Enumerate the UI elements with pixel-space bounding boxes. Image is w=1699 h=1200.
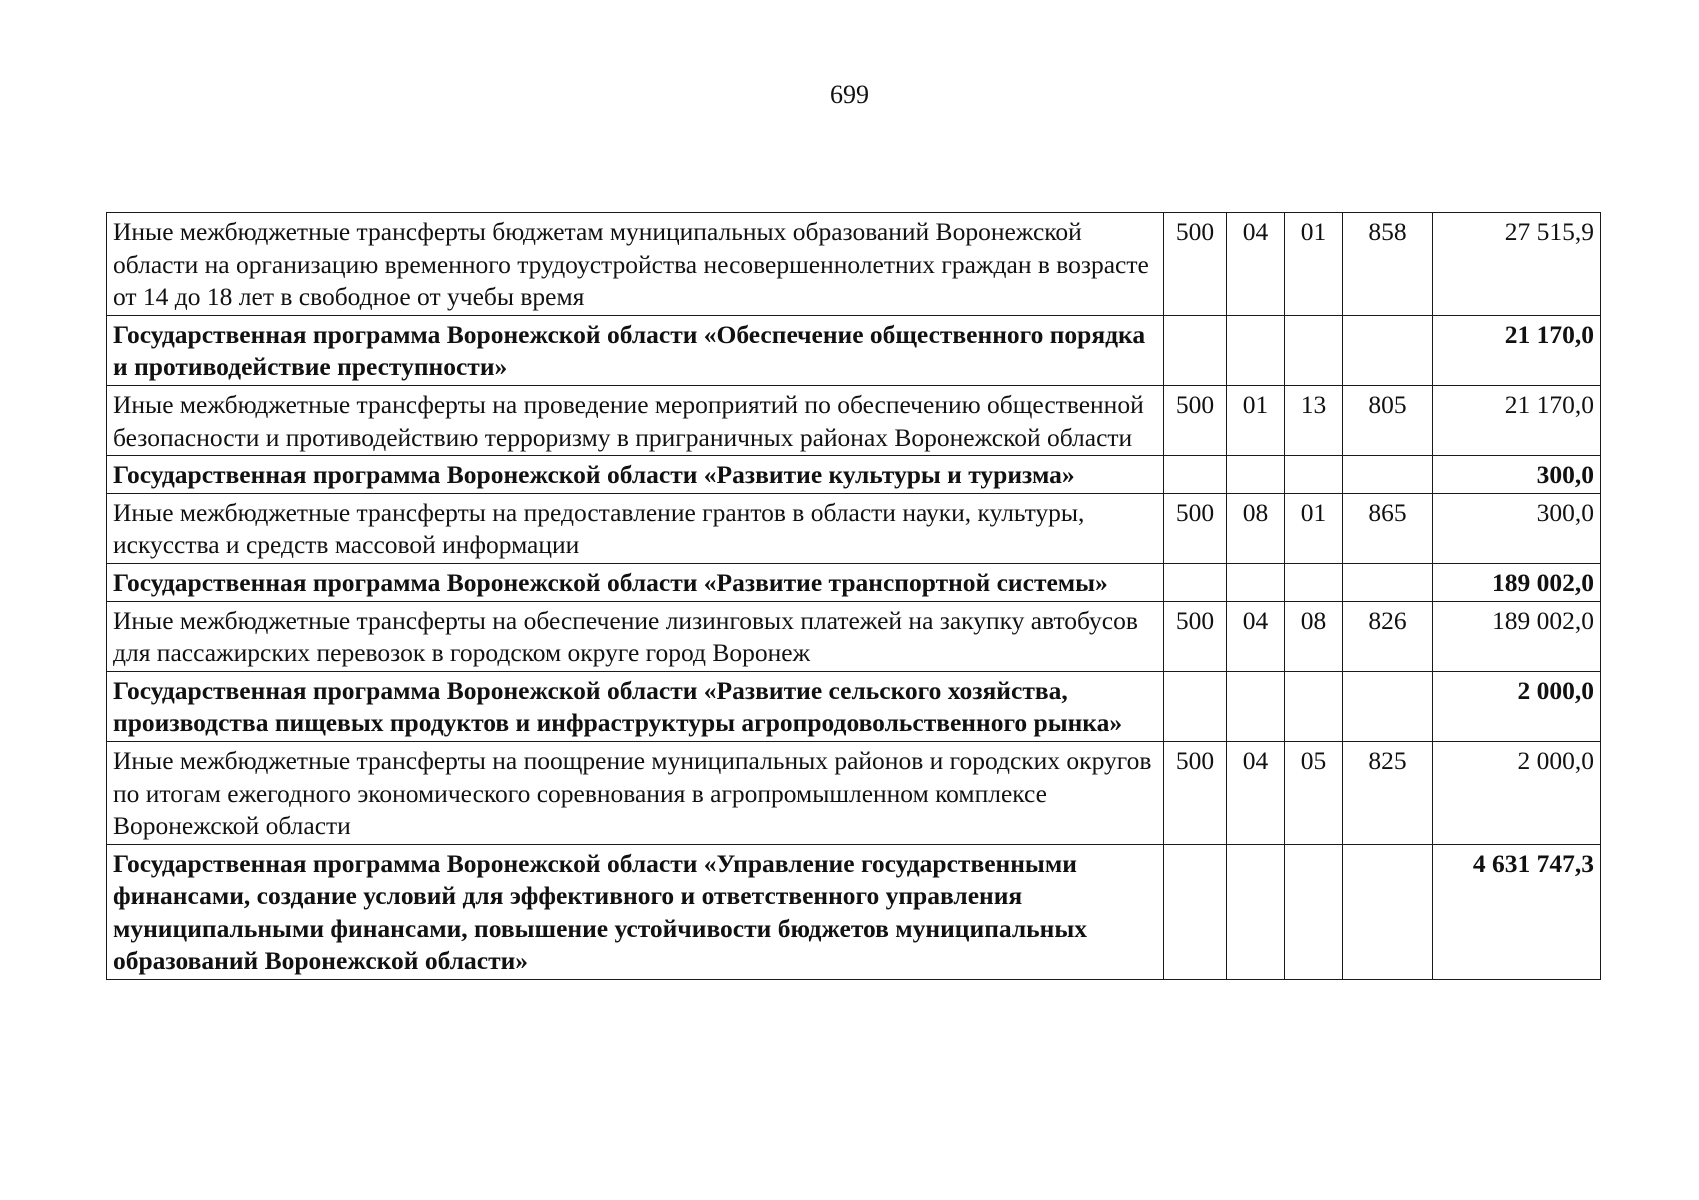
- row-code-4: 858: [1343, 213, 1433, 316]
- row-code-1: 500: [1164, 213, 1227, 316]
- table-row-transfer: [107, 741, 1601, 844]
- table-row-transfer: [107, 493, 1601, 563]
- row-amount: 300,0: [1433, 456, 1601, 494]
- table-row-program: [107, 844, 1601, 979]
- row-code-4: 805: [1343, 385, 1433, 455]
- row-code-1: [1164, 671, 1227, 741]
- row-code-2: 01: [1227, 385, 1285, 455]
- row-code-1: 500: [1164, 741, 1227, 844]
- row-name: Иные межбюджетные трансферты на поощрение муниципальных районов и городских округов по итогам ежегодного экономического соревнования в агропромышленном комплексе Воронежской области: [107, 741, 1164, 844]
- row-code-1: [1164, 315, 1227, 385]
- row-code-3: 01: [1285, 493, 1343, 563]
- row-code-3: 01: [1285, 213, 1343, 316]
- row-amount: 4 631 747,3: [1433, 844, 1601, 979]
- table-row-transfer: [107, 213, 1601, 316]
- row-code-2: 04: [1227, 601, 1285, 671]
- row-code-3: [1285, 671, 1343, 741]
- row-code-1: [1164, 844, 1227, 979]
- row-code-4: [1343, 456, 1433, 494]
- row-amount: 189 002,0: [1433, 563, 1601, 601]
- row-code-1: [1164, 456, 1227, 494]
- row-code-3: 13: [1285, 385, 1343, 455]
- page-number: 699: [830, 80, 869, 109]
- row-code-2: [1227, 315, 1285, 385]
- row-code-4: [1343, 315, 1433, 385]
- row-amount: 2 000,0: [1433, 671, 1601, 741]
- row-amount: 27 515,9: [1433, 213, 1601, 316]
- row-code-2: [1227, 563, 1285, 601]
- table-row-transfer: [107, 385, 1601, 455]
- row-code-3: 08: [1285, 601, 1343, 671]
- row-amount: 300,0: [1433, 493, 1601, 563]
- row-name: Государственная программа Воронежской области «Развитие культуры и туризма»: [107, 456, 1164, 494]
- row-amount: 21 170,0: [1433, 315, 1601, 385]
- row-name: Государственная программа Воронежской области «Развитие транспортной системы»: [107, 563, 1164, 601]
- row-name: Иные межбюджетные трансферты бюджетам муниципальных образований Воронежской области на организацию временного трудоустройства несовершеннолетних граждан в возрасте от 14 до 18 лет в свободное от учебы время: [107, 213, 1164, 316]
- row-code-2: 04: [1227, 213, 1285, 316]
- row-name: Иные межбюджетные трансферты на обеспечение лизинговых платежей на закупку автобусов для пассажирских перевозок в городском округе город Воронеж: [107, 601, 1164, 671]
- row-name: Государственная программа Воронежской области «Управление государственными финансами, создание условий для эффективного и ответственного управления муниципальными финансами, повышение устойчивости бюджетов муниципальных образований Воронежской области»: [107, 844, 1164, 979]
- row-code-3: [1285, 315, 1343, 385]
- row-code-2: 08: [1227, 493, 1285, 563]
- row-code-4: 826: [1343, 601, 1433, 671]
- row-code-3: 05: [1285, 741, 1343, 844]
- table-row-transfer: [107, 601, 1601, 671]
- row-code-1: [1164, 563, 1227, 601]
- row-name: Государственная программа Воронежской области «Развитие сельского хозяйства, производства пищевых продуктов и инфраструктуры агропродовольственного рынка»: [107, 671, 1164, 741]
- table-row-program: [107, 563, 1601, 601]
- row-code-4: 865: [1343, 493, 1433, 563]
- row-amount: 2 000,0: [1433, 741, 1601, 844]
- row-code-3: [1285, 563, 1343, 601]
- row-code-4: [1343, 563, 1433, 601]
- row-code-2: [1227, 456, 1285, 494]
- table-row-program: [107, 315, 1601, 385]
- table-row-program: [107, 671, 1601, 741]
- row-code-3: [1285, 456, 1343, 494]
- row-code-4: [1343, 844, 1433, 979]
- row-code-1: 500: [1164, 601, 1227, 671]
- row-name: Иные межбюджетные трансферты на проведение мероприятий по обеспечению общественной безопасности и противодействию терроризму в приграничных районах Воронежской области: [107, 385, 1164, 455]
- table-row-program: [107, 456, 1601, 494]
- row-code-2: 04: [1227, 741, 1285, 844]
- row-name: Государственная программа Воронежской области «Обеспечение общественного порядка и противодействие преступности»: [107, 315, 1164, 385]
- row-code-4: [1343, 671, 1433, 741]
- row-code-1: 500: [1164, 493, 1227, 563]
- row-code-1: 500: [1164, 385, 1227, 455]
- row-code-3: [1285, 844, 1343, 979]
- row-code-4: 825: [1343, 741, 1433, 844]
- row-code-2: [1227, 844, 1285, 979]
- row-name: Иные межбюджетные трансферты на предоставление грантов в области науки, культуры, искусства и средств массовой информации: [107, 493, 1164, 563]
- budget-table: [106, 212, 1601, 980]
- row-amount: 189 002,0: [1433, 601, 1601, 671]
- row-amount: 21 170,0: [1433, 385, 1601, 455]
- row-code-2: [1227, 671, 1285, 741]
